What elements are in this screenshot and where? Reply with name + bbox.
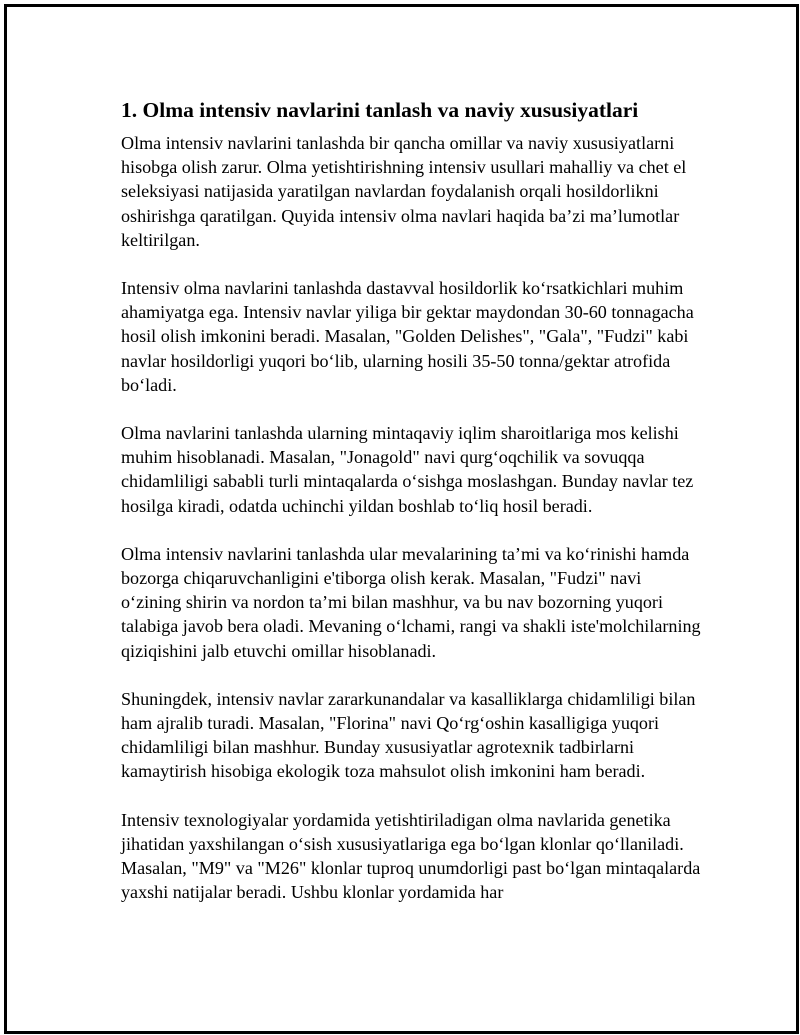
section-heading: 1. Olma intensiv navlarini tanlash va naviy xususiyatlari <box>121 98 639 122</box>
paragraph-1: Olma intensiv navlarini tanlashda bir qancha omillar va naviy xususiyatlarni hisobga olish zarur. Olma yetishtirishning intensiv usullari mahalliy va chet el seleksiyasi natijasida yaratilgan navlardan foydalanish orqali hosildorlikni oshirishga qaratilgan. Quyida intensiv olma navlari haqida ba’zi ma’lumotlar keltirilgan. <box>121 133 687 250</box>
paragraph-5: Shuningdek, intensiv navlar zararkunandalar va kasalliklarga chidamliligi bilan ham ajralib turadi. Masalan, "Florina" navi Qo‘rg‘oshin kasalligiga yuqori chidamliligi bilan mashhur. Bunday xususiyatlar agrotexnik tadbirlarni kamaytirish hisobiga ekologik toza mahsulot olish imkonini ham beradi. <box>121 688 696 782</box>
paragraph-6: Intensiv texnologiyalar yordamida yetishtiriladigan olma navlarida genetika jihatidan yaxshilangan o‘sish xususiyatlariga ega bo‘lgan klonlar qo‘llaniladi. Masalan, "M9" va "M26" klonlar tuproq unumdorligi past bo‘lgan mintaqalarda yaxshi natijalar beradi. Ushbu klonlar yordamida har <box>121 809 701 903</box>
document-body <box>121 95 701 928</box>
page-frame <box>4 4 799 1034</box>
paragraph-2: Intensiv olma navlarini tanlashda dastavval hosildorlik ko‘rsatkichlari muhim ahamiyatga ega. Intensiv navlar yiliga bir gektar maydondan 30-60 tonnagacha hosil olish imkonini beradi. Masalan, "Golden Delishes", "Gala", "Fudzi" kabi navlar hosildorligi yuqori bo‘lib, ularning hosili 35-50 tonna/gektar atrofida bo‘ladi. <box>121 278 694 395</box>
paragraph-3: Olma navlarini tanlashda ularning mintaqaviy iqlim sharoitlariga mos kelishi muhim hisoblanadi. Masalan, "Jonagold" navi qurg‘oqchilik va sovuqqa chidamliligi sababli turli mintaqalarda o‘sishga moslashgan. Bunday navlar tez hosilga kiradi, odatda uchinchi yildan boshlab to‘liq hosil beradi. <box>121 423 694 516</box>
paragraph-4: Olma intensiv navlarini tanlashda ular mevalarining ta’mi va ko‘rinishi hamda bozorga chiqaruvchanligini e'tiborga olish kerak. Masalan, "Fudzi" navi o‘zining shirin va nordon ta’mi bilan mashhur, va bu nav bozorning yuqori talabiga javob bera oladi. Mevaning o‘lchami, rangi va shakli iste'molchilarning qiziqishini jalb etuvchi omillar hisoblanadi. <box>121 543 701 661</box>
